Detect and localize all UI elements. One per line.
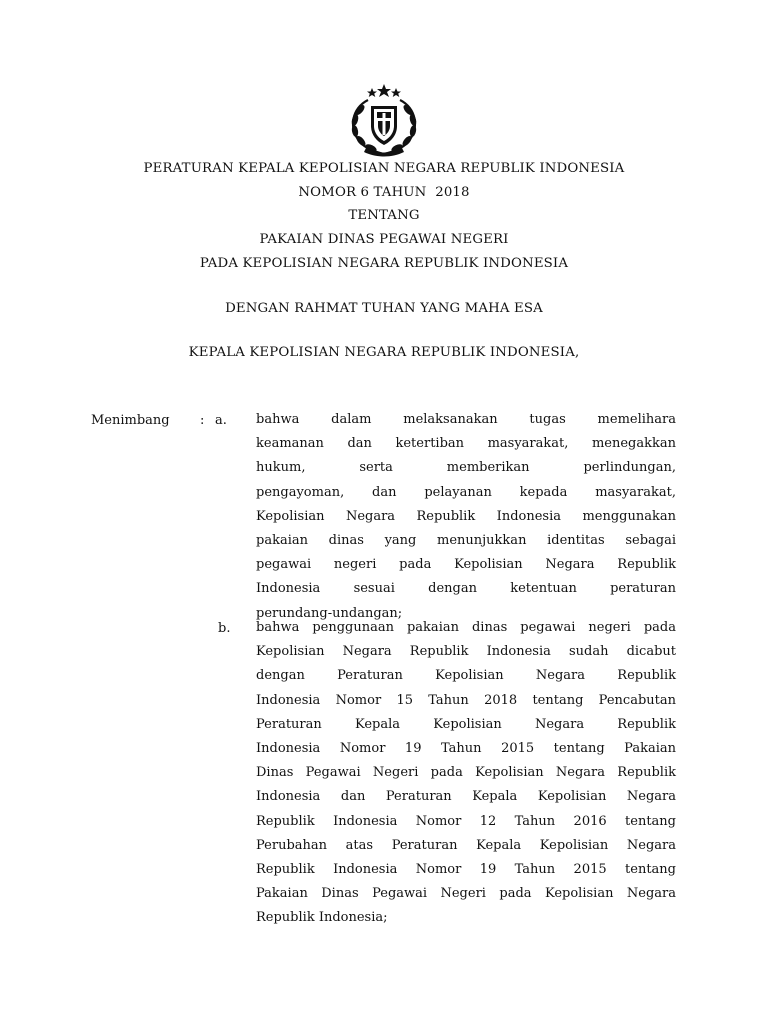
considering-colon: : <box>200 413 205 428</box>
item-b-line: Indonesia Nomor 15 Tahun 2018 tentang Pencabutan <box>256 692 676 708</box>
considering-label: Menimbang <box>91 413 170 428</box>
item-a-paragraph <box>256 408 676 626</box>
item-a-line: perundang-undangan; <box>256 605 403 621</box>
regulation-title: PERATURAN KEPALA KEPOLISIAN NEGARA REPUBLIK INDONESIA <box>143 161 625 176</box>
item-a-line: Kepolisian Negara Republik Indonesia menggunakan <box>256 508 676 524</box>
item-b-line: Republik Indonesia; <box>256 910 388 926</box>
regulation-number: NOMOR 6 TAHUN 2018 <box>298 185 470 200</box>
item-a-line: hukum, serta memberikan perlindungan, <box>256 460 676 476</box>
item-b-line: Perubahan atas Peraturan Kepala Kepolisian Negara <box>256 837 676 853</box>
item-b-line: bahwa penggunaan pakaian dinas pegawai negeri pada <box>256 620 676 635</box>
blessing-heading: DENGAN RAHMAT TUHAN YANG MAHA ESA <box>225 301 543 316</box>
item-a-line: pakaian dinas yang menunjukkan identitas sebagai <box>256 532 676 548</box>
item-b-marker: b. <box>218 621 231 636</box>
item-b-line: Dinas Pegawai Negeri pada Kepolisian Negara Republik <box>256 765 676 781</box>
item-b-line: Kepolisian Negara Republik Indonesia sudah dicabut <box>256 644 676 660</box>
item-a-line: keamanan dan ketertiban masyarakat, menegakkan <box>256 436 676 452</box>
item-a-line: pengayoman, dan pelayanan kepada masyarakat, <box>256 484 676 500</box>
item-a-marker: a. <box>215 413 227 428</box>
item-b-line: Peraturan Kepala Kepolisian Negara Republik <box>256 716 676 732</box>
item-a-line: pegawai negeri pada Kepolisian Negara Republik <box>256 557 676 573</box>
item-b-line: Indonesia dan Peraturan Kepala Kepolisian Negara <box>256 789 676 805</box>
item-b-line: Republik Indonesia Nomor 19 Tahun 2015 tentang <box>256 861 676 877</box>
issuer-heading: KEPALA KEPOLISIAN NEGARA REPUBLIK INDONESIA, <box>188 345 580 360</box>
item-b-line: Republik Indonesia Nomor 12 Tahun 2016 tentang <box>256 813 676 829</box>
item-b-paragraph <box>256 616 676 930</box>
police-emblem-logo <box>342 82 426 158</box>
item-a-line: bahwa dalam melaksanakan tugas memelihara <box>256 412 676 427</box>
regulation-subject-line1: PAKAIAN DINAS PEGAWAI NEGERI <box>259 232 509 247</box>
item-b-line: Pakaian Dinas Pegawai Negeri pada Kepolisian Negara <box>256 886 676 902</box>
regulation-about: TENTANG <box>348 208 420 223</box>
regulation-subject-line2: PADA KEPOLISIAN NEGARA REPUBLIK INDONESIA <box>199 256 569 271</box>
item-a-line: Indonesia sesuai dengan ketentuan peraturan <box>256 581 676 597</box>
item-b-line: Indonesia Nomor 19 Tahun 2015 tentang Pakaian <box>256 740 676 756</box>
item-b-line: dengan Peraturan Kepolisian Negara Republik <box>256 668 676 684</box>
